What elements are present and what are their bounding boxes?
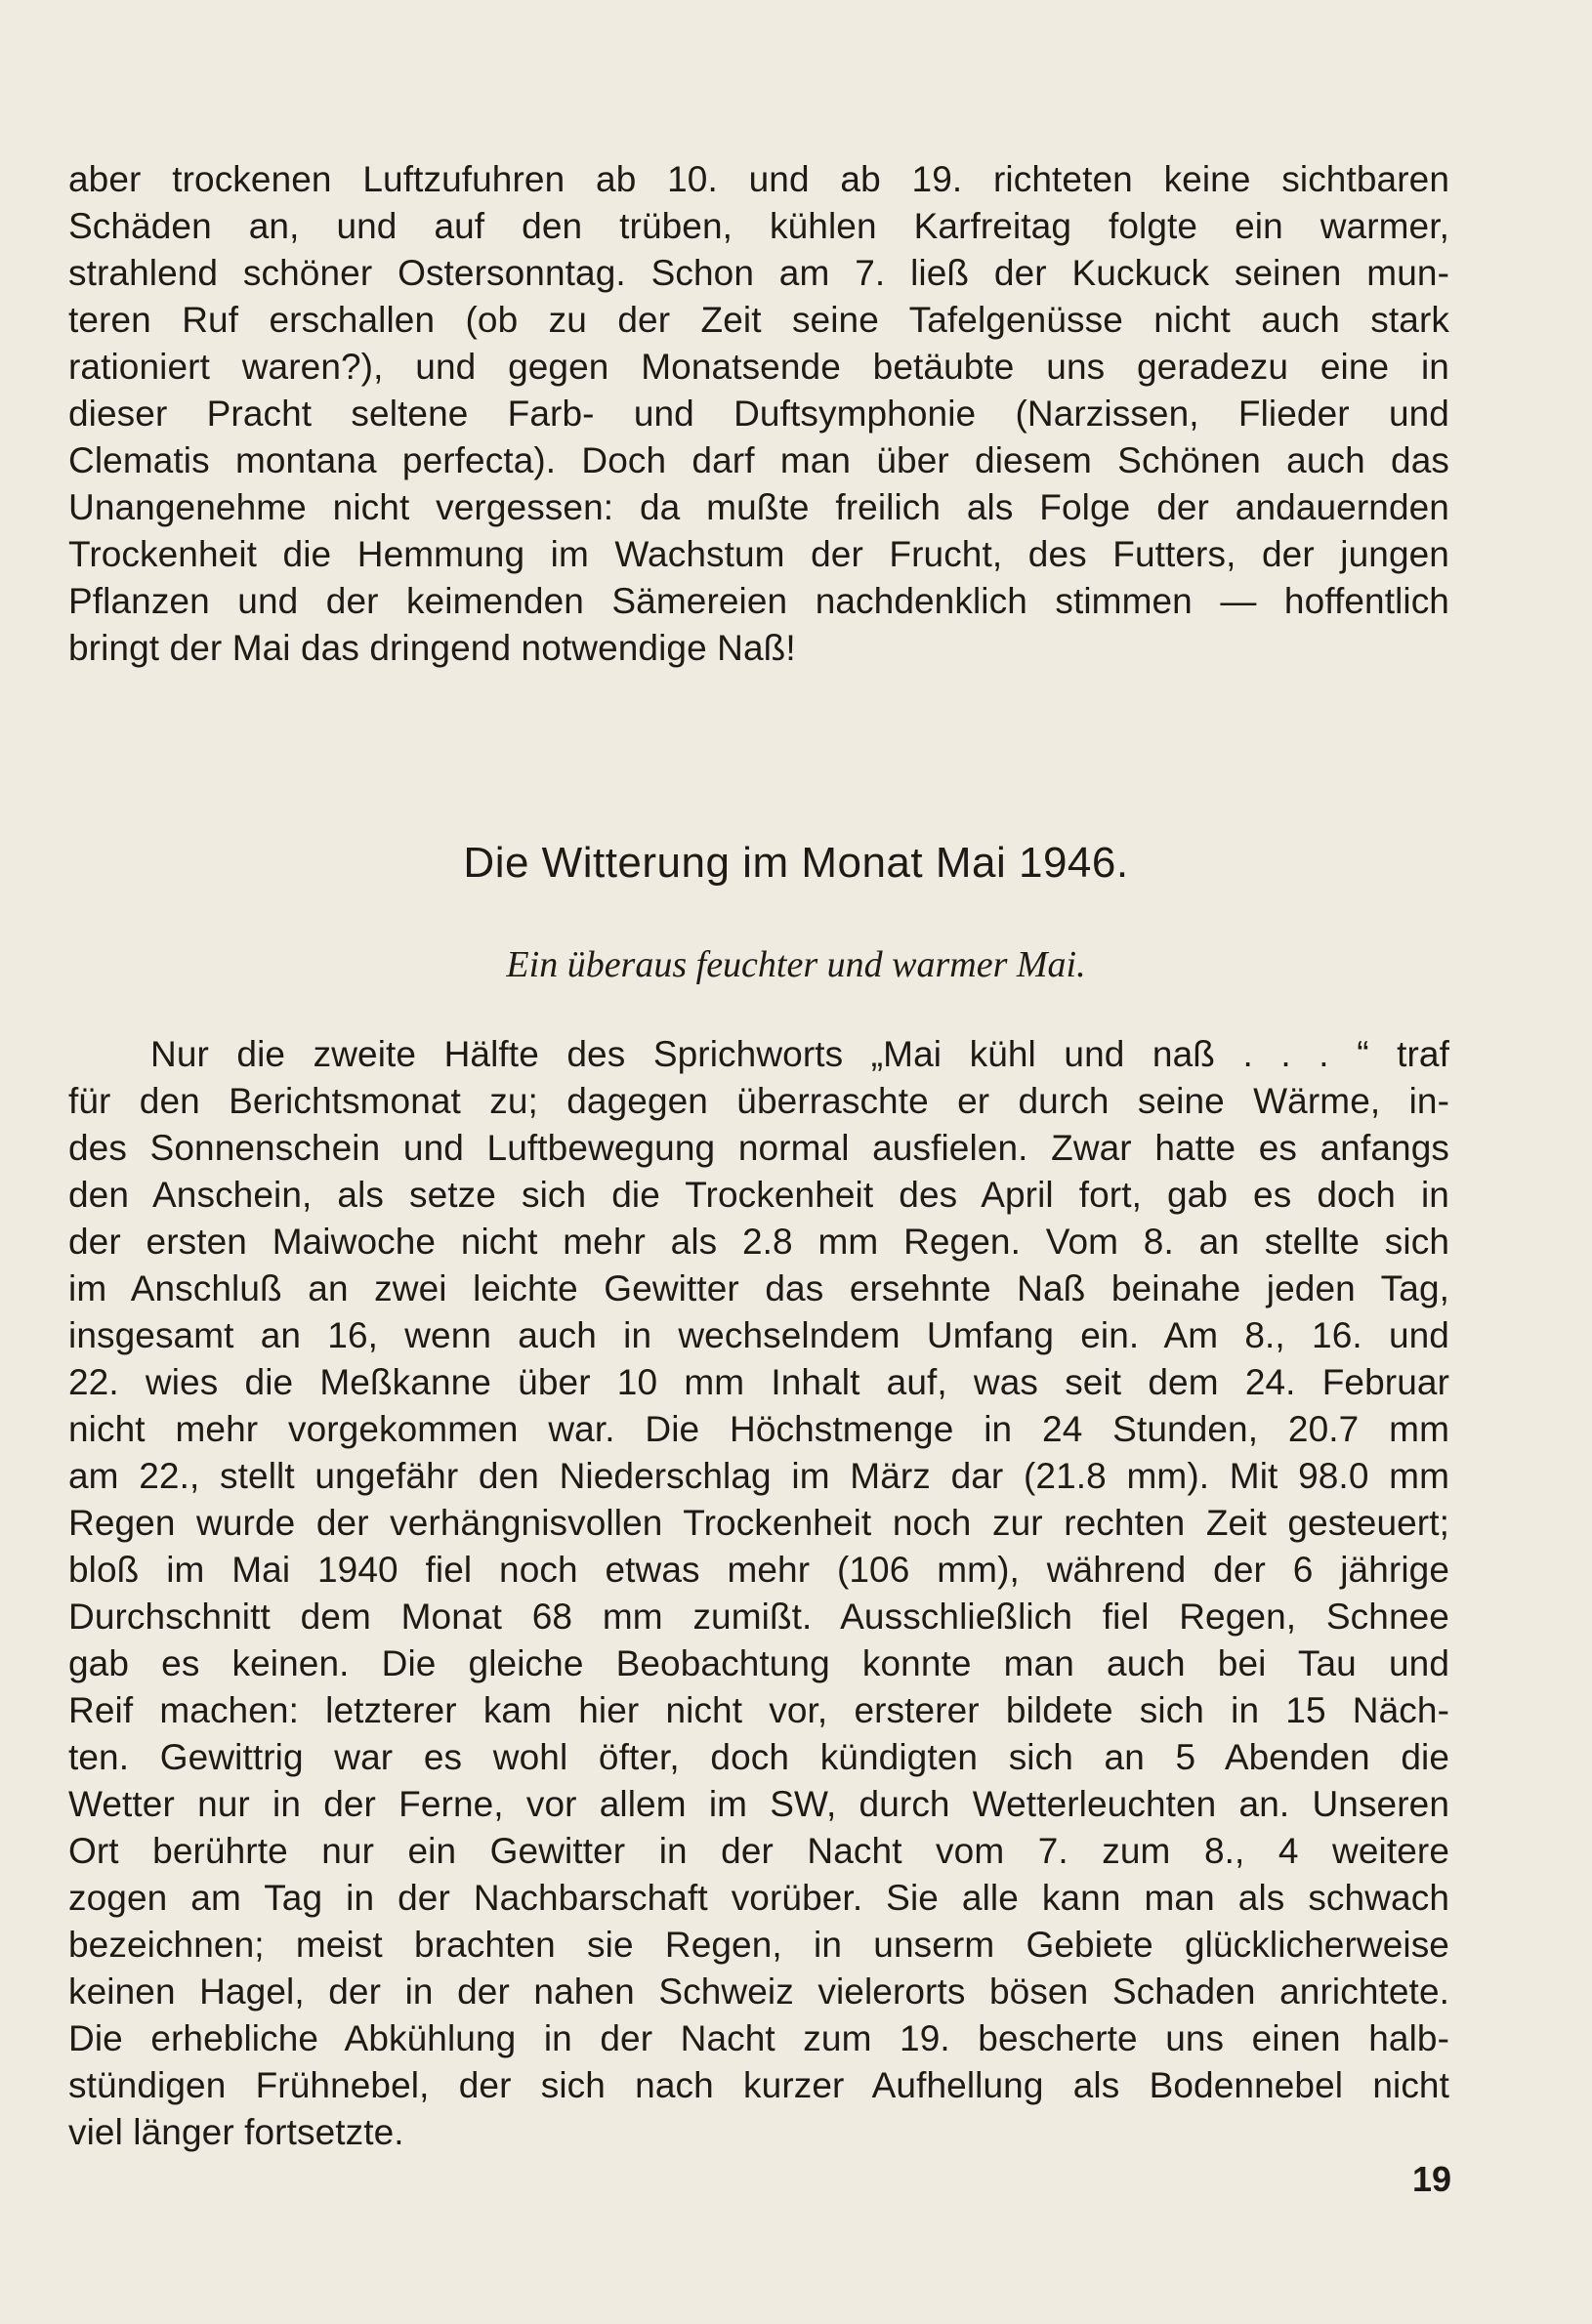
paragraph-line: Durchschnitt dem Monat 68 mm zumißt. Ausschließlich fiel Regen, Schnee: [68, 1597, 1449, 1637]
paragraph-line: bringt der Mai das dringend notwendige Naß!: [68, 628, 796, 668]
paragraph-line: Schäden an, und auf den trüben, kühlen Karfreitag folgte ein warmer,: [68, 206, 1449, 246]
paragraph-line: den Anschein, als setze sich die Trockenheit des April fort, gab es doch in: [68, 1175, 1449, 1215]
paragraph-line: stündigen Frühnebel, der sich nach kurzer Aufhellung als Bodennebel nicht: [68, 2065, 1449, 2105]
paragraph-line: Nur die zweite Hälfte des Sprichworts „Mai kühl und naß . . . “ traf: [150, 1034, 1449, 1074]
paragraph-line: insgesamt an 16, wenn auch in wechselndem Umfang ein. Am 8., 16. und: [68, 1315, 1449, 1355]
paragraph-line: gab es keinen. Die gleiche Beobachtung konnte man auch bei Tau und: [68, 1643, 1449, 1683]
paragraph-line: Regen wurde der verhängnisvollen Trockenheit noch zur rechten Zeit gesteuert;: [68, 1503, 1449, 1543]
paragraph-line: Die erhebliche Abkühlung in der Nacht zum 19. bescherte uns einen halb-: [68, 2018, 1449, 2058]
paragraph-line: aber trockenen Luftzufuhren ab 10. und ab 19. richteten keine sichtbaren: [68, 159, 1449, 199]
paragraph-line: bloß im Mai 1940 fiel noch etwas mehr (106 mm), während der 6 jährige: [68, 1550, 1449, 1590]
page-number: 19: [1412, 2159, 1452, 2199]
paragraph-line: der ersten Maiwoche nicht mehr als 2.8 mm Regen. Vom 8. an stellte sich: [68, 1222, 1449, 1262]
section-paragraph: [68, 1031, 1449, 2156]
paragraph-line: Ort berührte nur ein Gewitter in der Nacht vom 7. zum 8., 4 weitere: [68, 1831, 1449, 1871]
section-subtitle: Ein überaus feuchter und warmer Mai.: [506, 944, 1086, 985]
paragraph-line: des Sonnenschein und Luftbewegung normal ausfielen. Zwar hatte es anfangs: [68, 1128, 1449, 1168]
paragraph-line: ten. Gewittrig war es wohl öfter, doch kündigten sich an 5 Abenden die: [68, 1737, 1449, 1777]
paragraph-line: zogen am Tag in der Nachbarschaft vorüber. Sie alle kann man als schwach: [68, 1878, 1449, 1918]
paragraph-line: für den Berichtsmonat zu; dagegen überraschte er durch seine Wärme, in-: [68, 1081, 1449, 1121]
paragraph-line: teren Ruf erschallen (ob zu der Zeit seine Tafelgenüsse nicht auch stark: [68, 300, 1449, 340]
paragraph-line: Trockenheit die Hemmung im Wachstum der Frucht, des Futters, der jungen: [68, 534, 1449, 574]
paragraph-line: Clematis montana perfecta). Doch darf man über diesem Schönen auch das: [68, 440, 1449, 480]
previous-paragraph: [68, 156, 1449, 672]
paragraph-line: am 22., stellt ungefähr den Niederschlag im März dar (21.8 mm). Mit 98.0 mm: [68, 1456, 1449, 1496]
paragraph-line: dieser Pracht seltene Farb- und Duftsymphonie (Narzissen, Flieder und: [68, 394, 1449, 434]
paragraph-line: Reif machen: letzterer kam hier nicht vor, ersterer bildete sich in 15 Näch-: [68, 1690, 1449, 1730]
section-title: Die Witterung im Monat Mai 1946.: [463, 839, 1129, 887]
paragraph-line: viel länger fortsetzte.: [68, 2112, 404, 2152]
paragraph-line: 22. wies die Meßkanne über 10 mm Inhalt auf, was seit dem 24. Februar: [68, 1362, 1449, 1402]
paragraph-line: Unangenehme nicht vergessen: da mußte freilich als Folge der andauernden: [68, 487, 1449, 527]
paragraph-line: keinen Hagel, der in der nahen Schweiz vielerorts bösen Schaden anrichtete.: [68, 1971, 1449, 2012]
paragraph-line: strahlend schöner Ostersonntag. Schon am 7. ließ der Kuckuck seinen mun-: [68, 253, 1449, 293]
paragraph-line: rationiert waren?), und gegen Monatsende betäubte uns geradezu eine in: [68, 347, 1449, 387]
paragraph-line: Pflanzen und der keimenden Sämereien nachdenklich stimmen — hoffentlich: [68, 581, 1449, 621]
paragraph-line: nicht mehr vorgekommen war. Die Höchstmenge in 24 Stunden, 20.7 mm: [68, 1409, 1449, 1449]
paragraph-line: bezeichnen; meist brachten sie Regen, in unserm Gebiete glücklicherweise: [68, 1925, 1449, 1965]
paragraph-line: im Anschluß an zwei leichte Gewitter das ersehnte Naß beinahe jeden Tag,: [68, 1268, 1449, 1308]
paragraph-line: Wetter nur in der Ferne, vor allem im SW, durch Wetterleuchten an. Unseren: [68, 1784, 1449, 1824]
